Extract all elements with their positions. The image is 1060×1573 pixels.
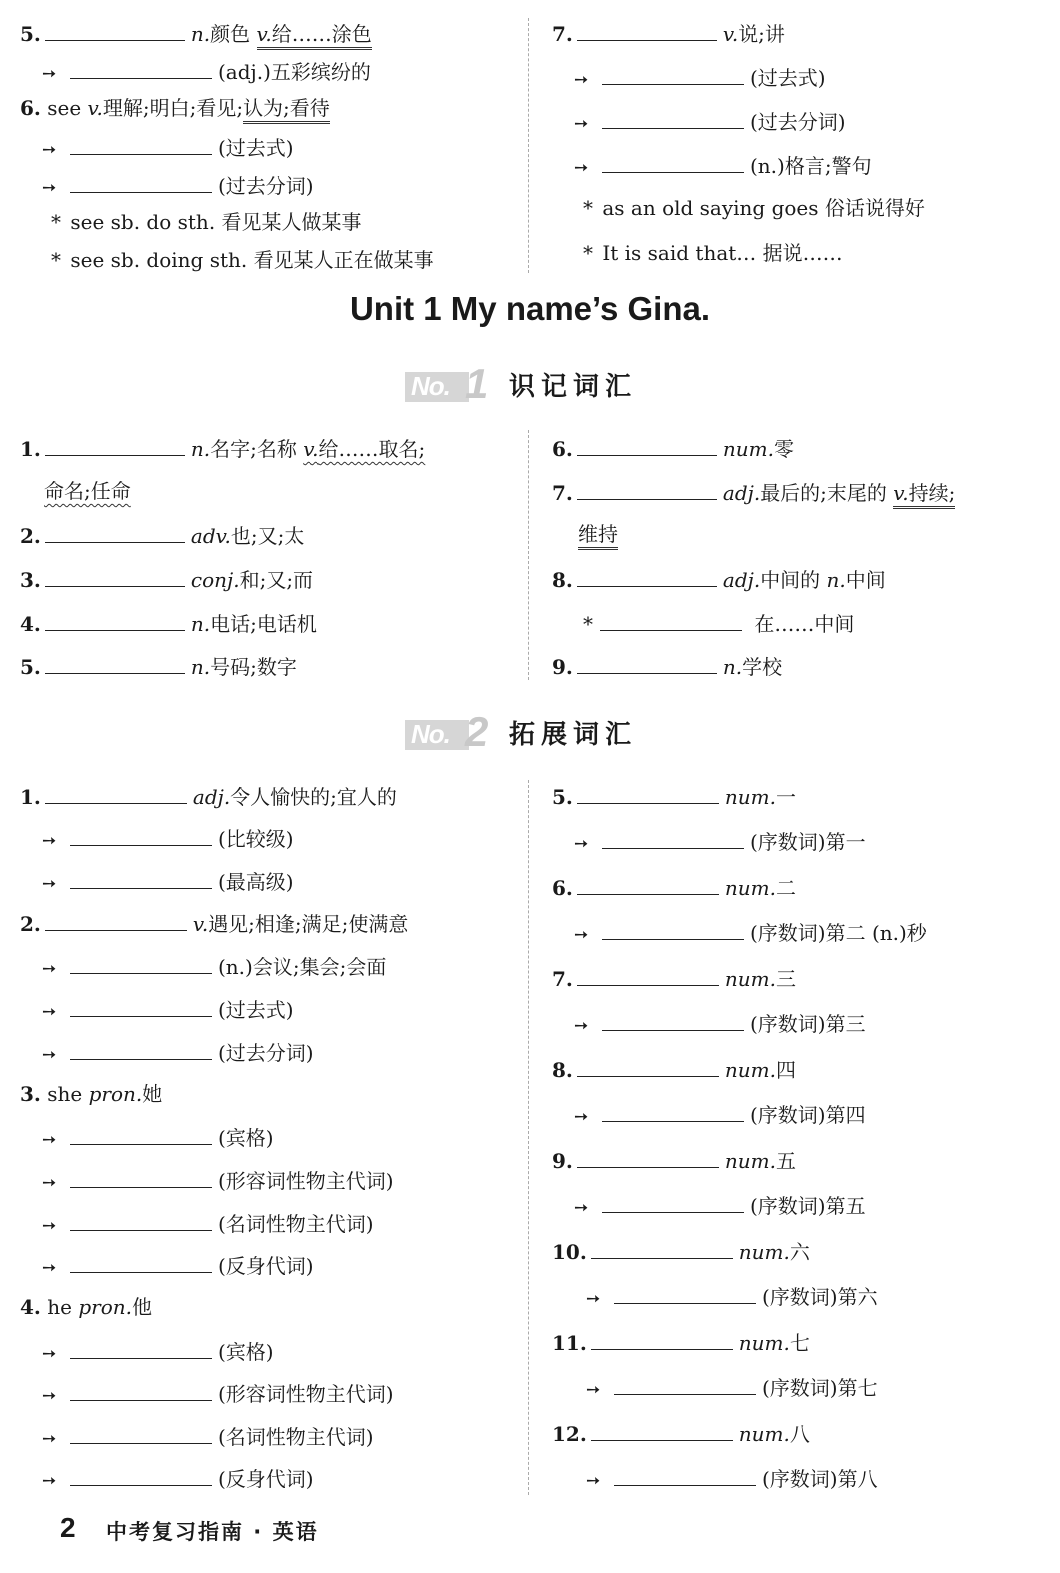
derivative-hint: (宾格) (218, 1340, 274, 1364)
definition: 说;讲 (738, 22, 785, 46)
item-number: 7. (552, 481, 573, 505)
answer-blank[interactable] (70, 949, 212, 974)
answer-blank[interactable] (577, 16, 717, 41)
derivative-hint: (形容词性物主代词) (218, 1382, 394, 1406)
part-of-speech: v. (303, 437, 319, 461)
part-of-speech: num. (724, 967, 776, 991)
definition: 遇见;相逢;满足;使满意 (208, 912, 409, 936)
badge-digit: 1 (465, 360, 489, 407)
definition: 命名;任命 (44, 479, 131, 503)
derivative-hint: (过去式) (218, 136, 294, 160)
arrow-icon: ➙ (42, 1130, 57, 1150)
part-of-speech: pron. (88, 1082, 143, 1106)
item-number: 2. (20, 912, 41, 936)
item-number: 7. (552, 22, 573, 46)
item-number: 6. (20, 96, 41, 120)
section-title: 拓展词汇 (509, 720, 638, 750)
arrow-icon: ➙ (574, 834, 589, 854)
derivative-item (574, 60, 826, 92)
arrow-icon: ➙ (586, 1380, 601, 1400)
derivative-hint: (序数词)第三 (750, 1012, 866, 1036)
star-icon: * (583, 612, 593, 636)
item-number: 5. (20, 655, 41, 679)
derivative-item (586, 1370, 878, 1402)
part-of-speech: num. (724, 1058, 776, 1082)
vocab-item (20, 562, 313, 594)
phrase-item (48, 206, 362, 238)
answer-blank[interactable] (45, 518, 185, 543)
definition: 三 (775, 967, 796, 991)
derivative-item (42, 1461, 314, 1493)
arrow-icon: ➙ (42, 874, 57, 894)
derivative-hint: (反身代词) (218, 1254, 314, 1278)
part-of-speech: n. (190, 612, 211, 636)
definition: 零 (773, 437, 794, 461)
derivative-hint: (比较级) (218, 827, 294, 851)
part-of-speech: n. (190, 22, 211, 46)
part-of-speech: conj. (190, 568, 240, 592)
definition: 七 (789, 1331, 810, 1355)
unit-title: Unit 1 My name’s Gina. (349, 290, 711, 327)
derivative-item (586, 1279, 878, 1311)
vocab-item (552, 475, 955, 507)
vocab-item (552, 1143, 796, 1175)
derivative-hint: (序数词)第六 (762, 1285, 878, 1309)
answer-blank[interactable] (45, 606, 185, 631)
arrow-icon: ➙ (42, 1216, 57, 1236)
arrow-icon: ➙ (42, 1002, 57, 1022)
answer-blank[interactable] (70, 1120, 212, 1145)
phrase-text: as an old saying goes 俗话说得好 (602, 196, 925, 220)
vocab-item (20, 92, 330, 124)
answer-blank[interactable] (45, 779, 187, 804)
answer-blank[interactable] (70, 821, 212, 846)
section-number-badge (405, 708, 491, 755)
derivative-hint: (序数词)第八 (762, 1467, 878, 1491)
vocab-item (20, 606, 317, 638)
derivative-item (42, 1163, 394, 1195)
phrase-item (48, 244, 434, 276)
answer-blank[interactable] (577, 475, 717, 500)
badge-label: No. (411, 719, 450, 749)
derivative-item (42, 168, 314, 200)
vocab-item (20, 779, 397, 811)
item-number: 10. (552, 1240, 587, 1264)
item-number: 3. (20, 568, 41, 592)
definition: 他 (131, 1295, 152, 1319)
definition: 六 (789, 1240, 810, 1264)
answer-blank[interactable] (591, 1416, 733, 1441)
definition: 名字;名称 (210, 437, 297, 461)
answer-blank[interactable] (614, 1461, 756, 1486)
derivative-item (42, 54, 371, 86)
arrow-icon: ➙ (42, 831, 57, 851)
vocab-item (552, 562, 886, 594)
badge-label: No. (411, 371, 450, 401)
arrow-icon: ➙ (574, 1107, 589, 1127)
part-of-speech: adj. (192, 785, 231, 809)
part-of-speech: v. (893, 481, 909, 505)
derivative-item (574, 915, 927, 947)
definition: 五 (775, 1149, 796, 1173)
part-of-speech: num. (738, 1240, 790, 1264)
definition-continuation (44, 475, 131, 507)
vocab-item (552, 1325, 810, 1357)
answer-blank[interactable] (45, 16, 185, 41)
phrase-text: 在……中间 (754, 612, 855, 636)
derivative-hint: (过去式) (750, 66, 826, 90)
answer-blank[interactable] (602, 148, 744, 173)
definition: 认为;看待 (243, 96, 330, 124)
answer-blank[interactable] (70, 1248, 212, 1273)
derivative-item (42, 1206, 374, 1238)
star-icon: * (51, 248, 61, 272)
section-number-badge (405, 360, 491, 407)
arrow-icon: ➙ (42, 1471, 57, 1491)
arrow-icon: ➙ (42, 1386, 57, 1406)
vocab-item (552, 431, 794, 463)
phrase-item (580, 237, 843, 269)
derivative-hint: (序数词)第四 (750, 1103, 866, 1127)
definition: 给……取名; (318, 437, 426, 461)
vocab-item (552, 870, 796, 902)
definition: 电话;电话机 (210, 612, 317, 636)
phrase-item (580, 606, 854, 638)
item-number: 12. (552, 1422, 587, 1446)
vocab-item (20, 518, 304, 550)
answer-blank[interactable] (577, 779, 719, 804)
part-of-speech: pron. (78, 1295, 132, 1319)
vocab-item (552, 16, 785, 48)
answer-blank[interactable] (577, 562, 717, 587)
answer-blank[interactable] (591, 1234, 733, 1259)
derivative-item (42, 1248, 314, 1280)
answer-blank[interactable] (70, 1461, 212, 1486)
arrow-icon: ➙ (42, 178, 57, 198)
arrow-icon: ➙ (42, 1429, 57, 1449)
arrow-icon: ➙ (42, 1258, 57, 1278)
derivative-item (42, 1419, 374, 1451)
answer-blank[interactable] (614, 1370, 756, 1395)
definition: 给……涂色 (271, 22, 372, 46)
book-title: 中考复习指南 · 英语 (106, 1520, 319, 1544)
vocab-item (552, 779, 796, 811)
arrow-icon: ➙ (574, 1198, 589, 1218)
arrow-icon: ➙ (574, 70, 589, 90)
part-of-speech: n. (190, 437, 211, 461)
definition: 理解;明白;看见; (102, 96, 244, 120)
answer-blank[interactable] (602, 60, 744, 85)
derivative-item (42, 992, 294, 1024)
item-number: 6. (552, 437, 573, 461)
vocab-item (20, 431, 425, 463)
answer-blank[interactable] (591, 1325, 733, 1350)
derivative-item (574, 104, 846, 136)
derivative-hint: (adj.)五彩缤纷的 (218, 60, 371, 84)
derivative-hint: (反身代词) (218, 1467, 314, 1491)
derivative-hint: (名词性物主代词) (218, 1425, 374, 1449)
answer-blank[interactable] (45, 431, 185, 456)
definition: 她 (142, 1082, 163, 1106)
vocab-item (552, 649, 782, 681)
answer-blank[interactable] (70, 1163, 212, 1188)
page-number: 2 (60, 1512, 76, 1543)
phrase-text: see sb. doing sth. 看见某人正在做某事 (70, 248, 434, 272)
item-number: 11. (552, 1331, 587, 1355)
section-title: 识记词汇 (509, 372, 638, 402)
definition: 和;又;而 (239, 568, 314, 592)
derivative-hint: (序数词)第七 (762, 1376, 878, 1400)
definition: 最后的;末尾的 (760, 481, 887, 505)
item-number: 8. (552, 1058, 573, 1082)
answer-blank[interactable] (600, 606, 742, 631)
vocab-item (552, 1234, 810, 1266)
derivative-item (574, 824, 866, 856)
vocab-item (20, 906, 408, 938)
definition-continuation (578, 518, 618, 550)
derivative-hint: (序数词)第五 (750, 1194, 866, 1218)
item-number: 7. (552, 967, 573, 991)
derivative-hint: (宾格) (218, 1126, 274, 1150)
answer-blank[interactable] (577, 1143, 719, 1168)
vocab-item (552, 1416, 810, 1448)
answer-blank[interactable] (45, 906, 187, 931)
part-of-speech: adj. (722, 568, 761, 592)
headword: he (47, 1295, 72, 1319)
derivative-item (574, 1006, 866, 1038)
part-of-speech: n. (190, 655, 211, 679)
part-of-speech: num. (738, 1422, 790, 1446)
answer-blank[interactable] (577, 649, 717, 674)
derivative-item (42, 130, 294, 162)
definition: 中间 (845, 568, 886, 592)
answer-blank[interactable] (70, 1419, 212, 1444)
part-of-speech: n. (826, 568, 846, 592)
answer-blank[interactable] (602, 1188, 744, 1213)
answer-blank[interactable] (577, 870, 719, 895)
answer-blank[interactable] (602, 824, 744, 849)
arrow-icon: ➙ (42, 1045, 57, 1065)
top-divider (528, 18, 529, 273)
derivative-item (574, 1097, 866, 1129)
definition: 也;又;太 (230, 524, 305, 548)
star-icon: * (583, 241, 593, 265)
headword: see (47, 96, 82, 120)
derivative-hint: (名词性物主代词) (218, 1212, 374, 1236)
arrow-icon: ➙ (42, 959, 57, 979)
definition: 令人愉快的;宜人的 (230, 785, 397, 809)
part-of-speech: v. (256, 22, 272, 46)
answer-blank[interactable] (70, 1334, 212, 1359)
derivative-hint: (过去分词) (218, 174, 314, 198)
headword: she (47, 1082, 83, 1106)
definition: 维持 (578, 522, 618, 550)
definition: 持续; (908, 481, 956, 505)
part-of-speech: num. (738, 1331, 790, 1355)
derivative-hint: (最高级) (218, 870, 294, 894)
part-of-speech: num. (722, 437, 774, 461)
answer-blank[interactable] (70, 1035, 212, 1060)
arrow-icon: ➙ (42, 64, 57, 84)
arrow-icon: ➙ (574, 1016, 589, 1036)
part-of-speech: num. (724, 1149, 776, 1173)
answer-blank[interactable] (602, 1006, 744, 1031)
derivative-item (42, 1334, 274, 1366)
definition: 号码;数字 (210, 655, 297, 679)
item-number: 4. (20, 612, 41, 636)
item-number: 9. (552, 655, 573, 679)
item-number: 9. (552, 1149, 573, 1173)
arrow-icon: ➙ (586, 1471, 601, 1491)
item-number: 1. (20, 437, 41, 461)
part-of-speech: num. (724, 785, 776, 809)
arrow-icon: ➙ (574, 925, 589, 945)
answer-blank[interactable] (70, 1206, 212, 1231)
part-of-speech: adj. (722, 481, 761, 505)
answer-blank[interactable] (614, 1279, 756, 1304)
phrase-item (580, 192, 925, 224)
item-number: 3. (20, 1082, 41, 1106)
derivative-item (574, 148, 872, 180)
definition: 四 (775, 1058, 796, 1082)
derivative-hint: (序数词)第二 (n.)秒 (750, 921, 927, 945)
answer-blank[interactable] (70, 864, 212, 889)
answer-blank[interactable] (577, 431, 717, 456)
vocab-item (552, 961, 796, 993)
arrow-icon: ➙ (586, 1289, 601, 1309)
star-icon: * (583, 196, 593, 220)
definition: 中间的 (760, 568, 821, 592)
arrow-icon: ➙ (574, 158, 589, 178)
arrow-icon: ➙ (42, 1344, 57, 1364)
derivative-item (42, 1035, 314, 1067)
vocab-item (20, 1078, 162, 1110)
derivative-item (42, 1120, 274, 1152)
definition: 八 (789, 1422, 810, 1446)
arrow-icon: ➙ (42, 1173, 57, 1193)
vocab-item (20, 649, 297, 681)
derivative-hint: (n.)会议;集会;会面 (218, 955, 387, 979)
part-of-speech: v. (87, 96, 103, 120)
derivative-hint: (n.)格言;警句 (750, 154, 872, 178)
arrow-icon: ➙ (574, 114, 589, 134)
vocab-item (20, 16, 372, 48)
answer-blank[interactable] (70, 992, 212, 1017)
definition: 颜色 (210, 22, 251, 46)
answer-blank[interactable] (577, 1052, 719, 1077)
item-number: 5. (20, 22, 41, 46)
answer-blank[interactable] (70, 1376, 212, 1401)
answer-blank[interactable] (602, 104, 744, 129)
badge-digit: 2 (465, 708, 489, 755)
answer-blank[interactable] (45, 562, 185, 587)
item-number: 1. (20, 785, 41, 809)
item-number: 4. (20, 1295, 41, 1319)
answer-blank[interactable] (70, 130, 212, 155)
derivative-hint: (过去分词) (218, 1041, 314, 1065)
phrase-text: It is said that… 据说…… (602, 241, 843, 265)
item-number: 5. (552, 785, 573, 809)
derivative-hint: (序数词)第一 (750, 830, 866, 854)
answer-blank[interactable] (70, 54, 212, 79)
derivative-item (42, 949, 386, 981)
vocab-item (20, 1291, 152, 1323)
item-number: 2. (20, 524, 41, 548)
answer-blank[interactable] (602, 1097, 744, 1122)
derivative-hint: (形容词性物主代词) (218, 1169, 394, 1193)
derivative-item (42, 1376, 394, 1408)
phrase-text: see sb. do sth. 看见某人做某事 (70, 210, 362, 234)
definition: 二 (775, 876, 796, 900)
item-number: 8. (552, 568, 573, 592)
star-icon: * (51, 210, 61, 234)
derivative-item (586, 1461, 878, 1493)
derivative-hint: (过去式) (218, 998, 294, 1022)
answer-blank[interactable] (70, 168, 212, 193)
section1-divider (528, 430, 529, 680)
part-of-speech: v. (722, 22, 739, 46)
part-of-speech: n. (722, 655, 743, 679)
part-of-speech: v. (192, 912, 209, 936)
answer-blank[interactable] (602, 915, 744, 940)
derivative-item (574, 1188, 866, 1220)
answer-blank[interactable] (45, 649, 185, 674)
derivative-hint: (过去分词) (750, 110, 846, 134)
item-number: 6. (552, 876, 573, 900)
definition: 一 (775, 785, 796, 809)
definition: 学校 (742, 655, 783, 679)
part-of-speech: adv. (190, 524, 231, 548)
derivative-item (42, 821, 294, 853)
derivative-item (42, 864, 294, 896)
section2-divider (528, 780, 529, 1495)
part-of-speech: num. (724, 876, 776, 900)
answer-blank[interactable] (577, 961, 719, 986)
arrow-icon: ➙ (42, 140, 57, 160)
vocab-item (552, 1052, 796, 1084)
